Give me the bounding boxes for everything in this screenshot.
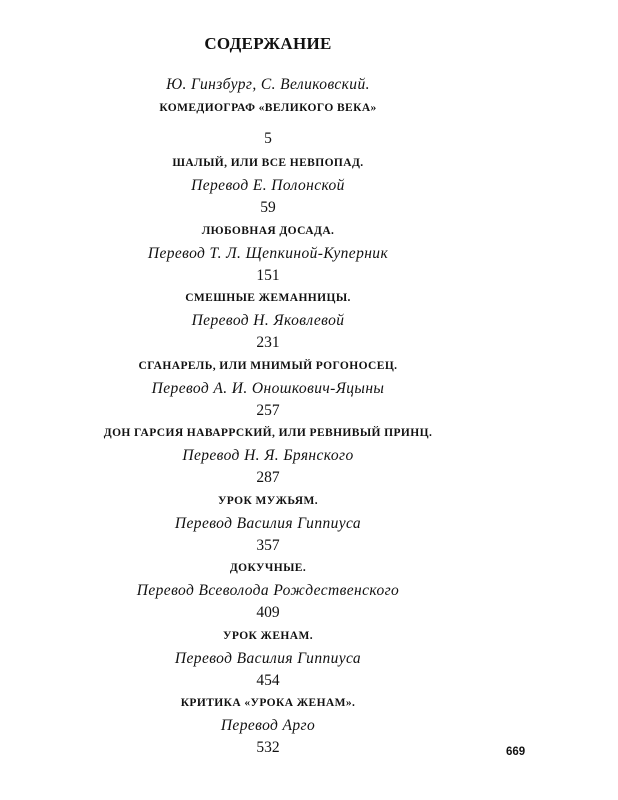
toc-entry — [0, 624, 536, 692]
entry-page-number: 59 — [260, 199, 276, 216]
toc-entry — [0, 219, 536, 287]
entry-page-number: 257 — [256, 401, 280, 419]
toc-entry — [0, 489, 536, 557]
entry-title: УРОК ЖЕНАМ. — [223, 629, 313, 642]
entry-translator: Перевод Н. Яковлевой — [191, 312, 345, 329]
entry-page-number: 231 — [256, 334, 280, 351]
toc-entry — [0, 421, 536, 489]
entry-translator: Перевод Василия Гиппиуса — [174, 649, 362, 667]
entry-title: СМЕШНЫЕ ЖЕМАННИЦЫ. — [185, 292, 351, 304]
entry-page-number: 454 — [256, 671, 280, 689]
entry-page-number: 151 — [256, 266, 280, 284]
entry-translator: Перевод Е. Полонской — [191, 177, 345, 194]
toc-entry — [0, 151, 536, 219]
toc-entry — [0, 74, 536, 151]
entry-translator: Перевод Т. Л. Щепкиной-Куперник — [147, 244, 389, 262]
entry-title: ДОКУЧНЫЕ. — [229, 562, 307, 574]
entry-page-number: 532 — [256, 739, 280, 756]
entry-page-number: 5 — [264, 130, 272, 147]
table-of-contents — [0, 74, 536, 759]
toc-entry — [0, 691, 536, 759]
entry-translator: Перевод А. И. Оношкович-Яцыны — [151, 379, 385, 397]
entry-translator: Перевод Всеволода Рождественского — [136, 582, 400, 599]
entry-title: КРИТИКА «УРОКА ЖЕНАМ». — [180, 697, 356, 709]
entry-page-number: 409 — [256, 604, 280, 621]
entry-title: ЛЮБОВНАЯ ДОСАДА. — [201, 224, 335, 237]
entry-title: СГАНАРЕЛЬ, ИЛИ МНИМЫЙ РОГОНОСЕЦ. — [138, 359, 398, 372]
entry-page-number: 357 — [256, 536, 280, 554]
entry-title: ШАЛЫЙ, ИЛИ ВСЕ НЕВПОПАД. — [172, 157, 364, 169]
toc-entry — [0, 556, 536, 624]
entry-translator: Перевод Василия Гиппиуса — [174, 514, 362, 532]
entry-title: КОМЕДИОГРАФ «ВЕЛИКОГО ВЕКА» — [159, 102, 377, 114]
entry-page-number: 287 — [256, 469, 280, 486]
toc-heading: СОДЕРЖАНИЕ — [204, 34, 332, 53]
entry-title: УРОК МУЖЬЯМ. — [217, 494, 319, 507]
entry-title: ДОН ГАРСИЯ НАВАРРСКИЙ, ИЛИ РЕВНИВЫЙ ПРИНЦ. — [103, 427, 433, 439]
entry-translator: Перевод Арго — [220, 717, 316, 734]
toc-entry — [0, 354, 536, 422]
entry-translator: Перевод Н. Я. Брянского — [182, 447, 354, 464]
page-folio: 669 — [506, 746, 526, 758]
entry-authors: Ю. Гинзбург, С. Великовский. — [166, 76, 370, 93]
toc-entry — [0, 286, 536, 354]
